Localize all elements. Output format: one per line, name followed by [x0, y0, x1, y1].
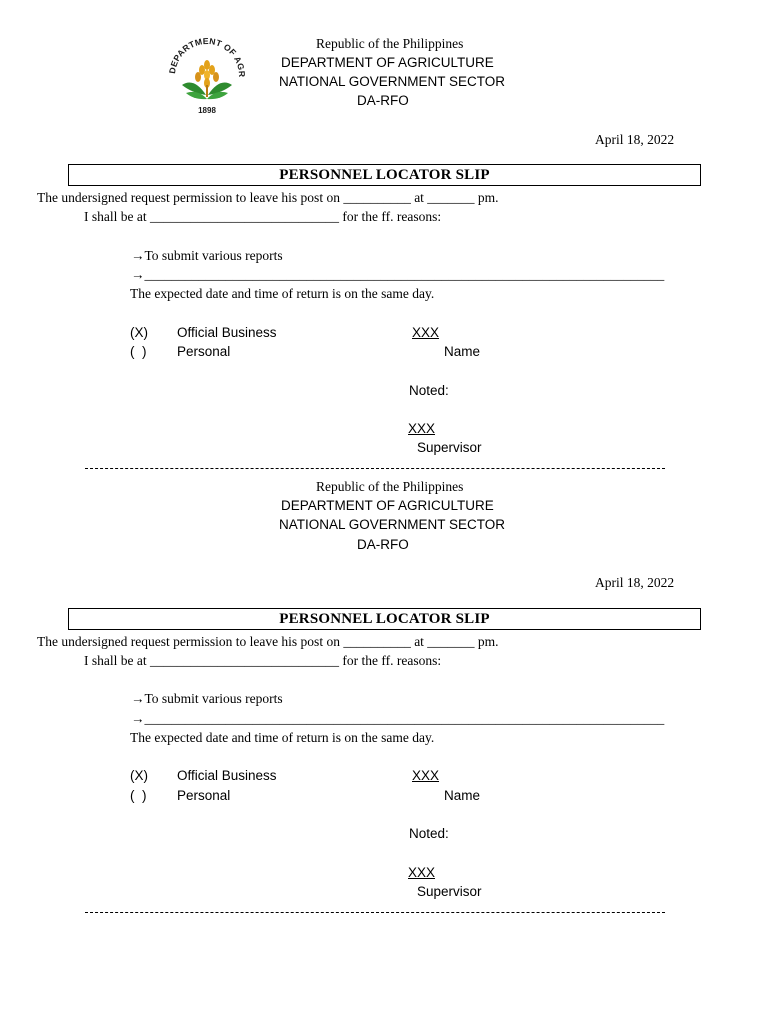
supervisor-label: Supervisor: [417, 440, 482, 455]
personal-mark: ( ): [130, 788, 147, 803]
slip-return-line: The expected date and time of return is on the same day.: [130, 286, 435, 301]
header-republic: Republic of the Philippines: [316, 36, 464, 51]
slip-location-line: I shall be at ____________________________ for the ff. reasons:: [84, 209, 442, 224]
name-value: XXX: [412, 325, 440, 340]
slip-date: April 18, 2022: [595, 575, 675, 590]
slip-title-box: [68, 164, 701, 186]
header-republic: Republic of the Philippines: [316, 479, 464, 494]
cut-line: [85, 912, 665, 913]
header-department: DEPARTMENT OF AGRICULTURE: [281, 55, 494, 70]
slip-reason-2: →_____________________________________________________________________________: [131, 711, 665, 726]
official-business-mark: (X): [130, 768, 148, 783]
name-value: XXX: [412, 768, 440, 783]
header-department: DEPARTMENT OF AGRICULTURE: [281, 498, 494, 513]
header-sector: NATIONAL GOVERNMENT SECTOR: [279, 74, 506, 89]
slip-return-line: The expected date and time of return is on the same day.: [130, 730, 435, 745]
supervisor-value: XXX: [408, 865, 436, 880]
supervisor-value: XXX: [408, 421, 436, 436]
header-office: DA-RFO: [357, 537, 409, 552]
official-business-label: Official Business: [177, 768, 277, 783]
name-label: Name: [444, 788, 481, 803]
official-business-mark: (X): [130, 325, 148, 340]
slip-date: April 18, 2022: [595, 132, 675, 147]
slip-request-line: The undersigned request permission to leave his post on __________ at _______ pm.: [37, 190, 499, 205]
name-label: Name: [444, 344, 481, 359]
slip-reason-2: →_____________________________________________________________________________: [131, 267, 665, 282]
official-business-label: Official Business: [177, 325, 277, 340]
header-office: DA-RFO: [357, 93, 409, 108]
cut-line: [85, 468, 665, 469]
header-sector: NATIONAL GOVERNMENT SECTOR: [279, 517, 506, 532]
slip-title: PERSONNEL LOCATOR SLIP: [279, 611, 490, 627]
noted-label: Noted:: [409, 383, 449, 398]
personal-label: Personal: [177, 788, 231, 803]
da-logo: [162, 33, 252, 117]
slip-title: PERSONNEL LOCATOR SLIP: [279, 167, 490, 183]
noted-label: Noted:: [409, 826, 449, 841]
supervisor-label: Supervisor: [417, 884, 482, 899]
logo-year: 1898: [198, 106, 216, 115]
personal-mark: ( ): [130, 344, 147, 359]
slip-title-box: [68, 608, 701, 630]
slip-reason-1: →To submit various reports: [131, 691, 283, 706]
personal-label: Personal: [177, 344, 231, 359]
slip-request-line: The undersigned request permission to leave his post on __________ at _______ pm.: [37, 634, 499, 649]
logo-ring-text: DEPARTMENT OF AGR: [167, 35, 248, 78]
slip-reason-1: →To submit various reports: [131, 248, 283, 263]
slip-location-line: I shall be at ____________________________ for the ff. reasons:: [84, 653, 442, 668]
